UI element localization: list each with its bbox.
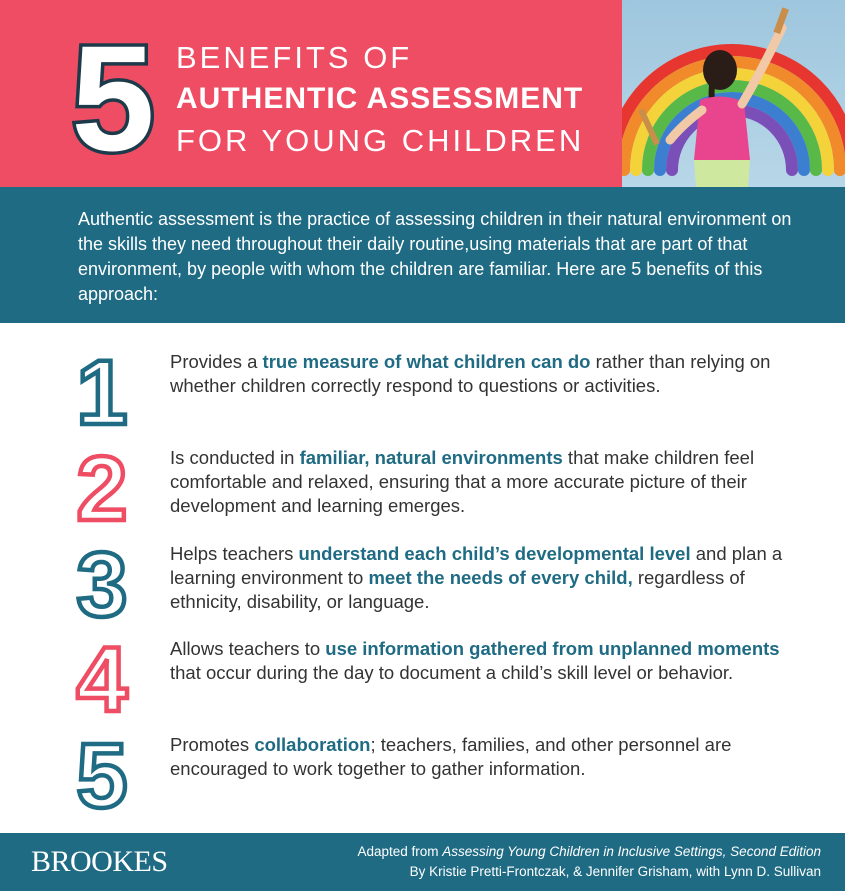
highlight-text: familiar, natural environments [299,447,563,468]
number-4-icon [62,633,142,723]
highlight-text: understand each child’s developmental level [298,543,691,564]
benefit-text-5 [170,733,800,781]
benefit-text-3 [170,542,800,614]
credit-prefix: Adapted from [357,844,443,859]
number-2-icon [62,442,142,532]
title-line-2: AUTHENTIC ASSESSMENT [176,82,584,115]
body-text: Provides a [170,351,263,372]
body-text: Allows teachers to [170,638,326,659]
benefit-text-4 [170,637,800,685]
title-line-3: FOR YOUNG CHILDREN [176,123,585,158]
credit-authors: By Kristie Pretti-Frontczak, & Jennifer Grisham, with Lynn D. Sullivan [409,864,821,879]
body-text: ; teachers, families, and other personnel are encouraged to work together to gather information. [170,734,732,779]
svg-text:5: 5 [76,729,128,819]
highlight-text: meet the needs of every child, [368,567,633,588]
intro-band [0,187,845,323]
number-1-icon [62,346,142,436]
benefit-text-2 [170,446,800,518]
body-text: Helps teachers [170,543,299,564]
girl-painting-rainbow-photo [622,0,845,187]
title-line-1: BENEFITS OF [176,40,413,75]
benefit-text-1 [170,350,800,398]
source-credit [357,842,821,882]
body-text: Promotes [170,734,255,755]
big-five-numeral [58,28,168,168]
body-text: regardless of ethnicity, disability, or language. [170,567,745,612]
svg-text:3: 3 [76,538,128,628]
body-text: and plan a learning environment to [170,543,783,588]
highlight-text: use information gathered from unplanned moments [325,638,780,659]
body-text: rather than relying on whether children correctly respond to questions or activities. [170,351,771,396]
highlight-text: true measure of what children can do [262,351,591,372]
credit-line-1 [357,842,821,862]
number-3-icon [62,538,142,628]
intro-text: Authentic assessment is the practice of assessing children in their natural environment on the skills they need throughout their daily routine,using materials that are part of that environment, by people with whom the children are familiar. Here are 5 benefits of this approach: [78,209,792,304]
number-5-icon [62,729,142,819]
svg-text:2: 2 [76,442,128,532]
brookes-logo: BROOKES [31,845,168,878]
footer-band [0,833,845,891]
svg-text:5: 5 [71,28,155,168]
body-text: Is conducted in [170,447,300,468]
credit-book-title: Assessing Young Children in Inclusive Settings, Second Edition [442,844,821,859]
svg-text:4: 4 [76,633,128,723]
body-text: that make children feel comfortable and relaxed, ensuring that a more accurate picture of their development and learning emerges. [170,447,755,516]
svg-text:1: 1 [76,346,128,436]
title-block [176,38,584,162]
body-text: that occur during the day to document a child’s skill level or behavior. [170,662,734,683]
header-banner [0,0,845,187]
highlight-text: collaboration [254,734,371,755]
